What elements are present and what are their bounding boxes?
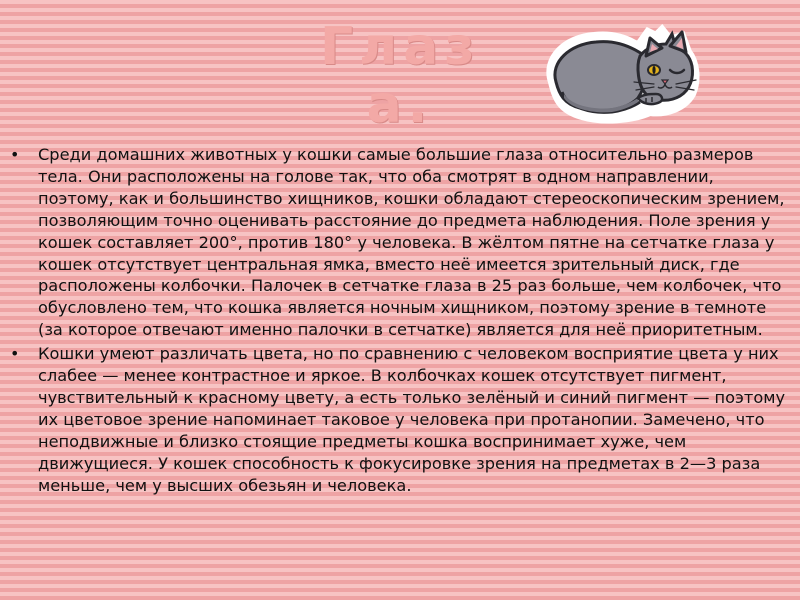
bullet-list — [8, 144, 790, 499]
slide-title — [320, 18, 480, 134]
bullet-text: Среди домашних животных у кошки самые большие глаза относительно размеров тела. Они расположены на голове так, что оба смотрят в одном направлении, поэтому, как и большинство хищников, кошки обладают стереоскопическим зрением, позволяющим точно оценивать расстояние до предмета наблюдения. Поле зрения у кошек составляет 200°, против 180° у человека. В жёлтом пятне на сетчатке глаза у кошек отсутствует центральная ямка, вместо неё имеется зрительный диск, где расположены колбочки. Палочек в сетчатке глаза в 25 раз больше, чем колбочек, что обусловлено тем, что кошка является ночным хищником, поэтому зрение в темноте (за которое отвечают именно палочки в сетчатке) является для неё приоритетным. — [38, 145, 785, 340]
bullet-item — [8, 343, 790, 496]
bullet-text: Кошки умеют различать цвета, но по сравнению с человеком восприятие цвета у них слабее — менее контрастное и яркое. В колбочках кошек отсутствует пигмент, чувствительный к красному цвету, а есть только зелёный и синий пигмент — поэтому их цветовое зрение напоминает таковое у человека при протанопии. Замечено, что неподвижные и близко стоящие предметы кошка воспринимает хуже, чем движущиеся. У кошек способность к фокусировке зрения на предметах в 2—3 раза меньше, чем у высших обезьян и человека. — [38, 344, 786, 495]
slide-title-line-2: а. — [366, 75, 434, 135]
sleeping-cat-icon — [542, 22, 704, 126]
cat-paw — [638, 94, 662, 104]
bullet-marker: • — [10, 145, 20, 164]
slide-title-line-1: Глаз — [320, 17, 481, 77]
bullet-marker: • — [10, 344, 20, 364]
bullet-item — [8, 144, 790, 341]
